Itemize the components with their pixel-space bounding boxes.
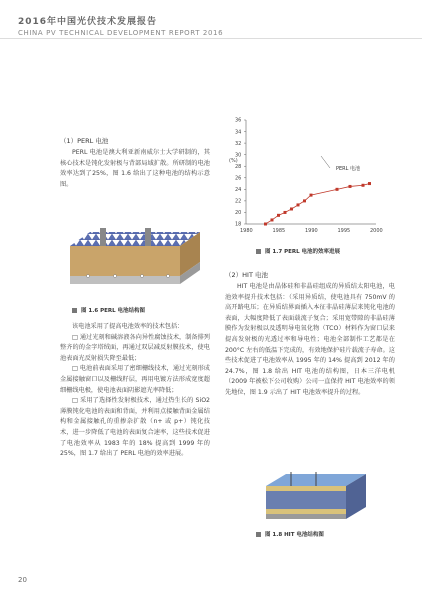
hit-structure-figure: [256, 468, 376, 526]
perl-tech-3: □ 采用了选择性发射极技术，通过热生长的 SiO2 薄膜钝化电池的表面和背面，并利用点接触背面金属结构和金属接触孔的重掺杂扩散（n+ 或 p+）钝化技术，进一步降低了电池的表面复合速率，这些技术促进了电池效率从 1983 年的 18% 提高到 1999 年的 25%，图 1.7 给出了 PERL 电池的效率进展。: [60, 397, 210, 458]
y-tick-label: 36: [235, 117, 242, 124]
perl-tech-2: □ 电池前表面采用了密细栅线技术，通过光刻形成金属接触窗口以及栅线籽层，再用电镀方法形成宽度超细栅线电极，使电池表面阴影遮光率降低；: [60, 365, 210, 394]
perl-tech-intro: 该电池采用了提高电池效率的技术包括：: [72, 323, 184, 330]
y-tick-label: 34: [235, 129, 242, 136]
hit-paragraph: HIT 电池是由晶体硅和非晶硅组成的异质结太阳电池，电池效率提升技术包括：（采用异质结，使电池具有 750mV 的高开路电压；在异质结界面插入本征非晶硅薄层来钝化电池的表面，大幅度降低了表面载流子复合；采用宽带隙的非晶硅薄膜作为发射极以及透明导电氧化物（TCO）材料作为窗口层来提高发射极的光透过率和导电性；电池全部制作工艺都是在 200°C 左右的低温下完成的，有效地保护硅片载流子寿命。这些技术促进了电池效率从 1995 年的 14% 提高到 2012 年的 24.7%，图 1.8 给出 HIT 电池的结构图，日本三洋电机（2009 年被松下公司收购）公司一直保持 HIT 电池效率的领先地位，图 1.9 示出了 HIT 电池效率提升的过程。: [225, 283, 395, 396]
data-point: [284, 211, 287, 214]
rear-metal: [70, 276, 180, 284]
y-tick-label: 18: [235, 221, 242, 228]
caption-square-icon: [256, 532, 261, 537]
data-point: [297, 203, 300, 206]
x-tick-label: 1980: [240, 228, 253, 234]
perl-section-title: （1）PERL 电池: [60, 137, 109, 145]
data-point: [349, 185, 352, 188]
data-point: [277, 214, 280, 217]
right-body: [225, 270, 395, 399]
data-point: [290, 207, 293, 210]
data-point: [336, 188, 339, 191]
left-body: [60, 322, 210, 460]
series-perl: [264, 182, 371, 225]
caption-square-icon: [72, 308, 77, 313]
y-tick-label: 28: [235, 163, 242, 170]
a-si-bottom: [266, 509, 346, 514]
report-title-en: CHINA PV TECHNICAL DEVELOPMENT REPORT 2016: [18, 29, 224, 37]
left-intro: [60, 136, 210, 190]
axis-ticks: [235, 118, 383, 234]
data-point: [264, 223, 267, 226]
page-number: 20: [18, 576, 27, 584]
x-tick-label: 1985: [272, 228, 286, 234]
legend-pointer: [321, 156, 330, 168]
perl-structure-figure: [60, 222, 210, 300]
perl-tech-1: □ 通过光刻和碱溶液各向异性腐蚀技术，制备排列整齐的的金字塔绒面，再通过双层减反射膜技术，使电池表面光反射损失降至最低；: [60, 333, 210, 362]
fig17-caption-text: 图 1.7 PERL 电池的效率进展: [265, 249, 341, 255]
series-line: [266, 184, 370, 224]
perl-intro-paragraph: PERL 电池是澳大利亚新南威尔士大学研制的，其核心技术是钝化发射极与背部局域扩散。所研制的电池效率达到了25%，图 1.6 给出了这种电池的结构示意图。: [60, 149, 210, 188]
caption-square-icon: [256, 249, 261, 254]
fig16-caption-text: 图 1.6 PERL 电池结构图: [81, 308, 146, 314]
fig18-caption: [256, 530, 324, 538]
x-tick-label: 1995: [337, 228, 351, 234]
y-tick-label: 24: [235, 187, 242, 194]
data-point: [271, 218, 274, 221]
data-point: [310, 194, 313, 197]
finger-contact-1: [100, 228, 106, 246]
data-point: [368, 182, 371, 185]
data-point: [303, 199, 306, 202]
fig18-caption-text: 图 1.8 HIT 电池结构图: [265, 532, 324, 538]
y-axis-label: (%): [229, 158, 238, 164]
report-header: [18, 14, 223, 37]
fig16-caption: [72, 306, 145, 314]
y-tick-label: 22: [235, 198, 242, 205]
x-tick-label: 2000: [370, 228, 383, 234]
perl-efficiency-chart: [226, 112, 386, 240]
x-tick-label: 1990: [305, 228, 318, 234]
rear-electrode: [266, 514, 346, 519]
legend-label: PERL 电池: [336, 166, 361, 172]
c-si-wafer: [266, 491, 346, 509]
report-title-cn: 2016年中国光伏技术发展报告: [18, 17, 158, 27]
y-tick-label: 20: [235, 210, 242, 217]
header-divider: [0, 38, 422, 39]
data-point: [362, 184, 365, 187]
finger-contact-2: [145, 228, 151, 246]
fig17-caption: [256, 247, 340, 255]
y-tick-label: 32: [235, 140, 242, 147]
y-tick-label: 30: [235, 152, 242, 159]
a-si-top: [266, 486, 346, 491]
textured-top-surface: [70, 232, 200, 246]
y-tick-label: 26: [235, 175, 242, 182]
hit-section-title: （2）HIT 电池: [225, 271, 268, 279]
silicon-base: [70, 246, 180, 276]
